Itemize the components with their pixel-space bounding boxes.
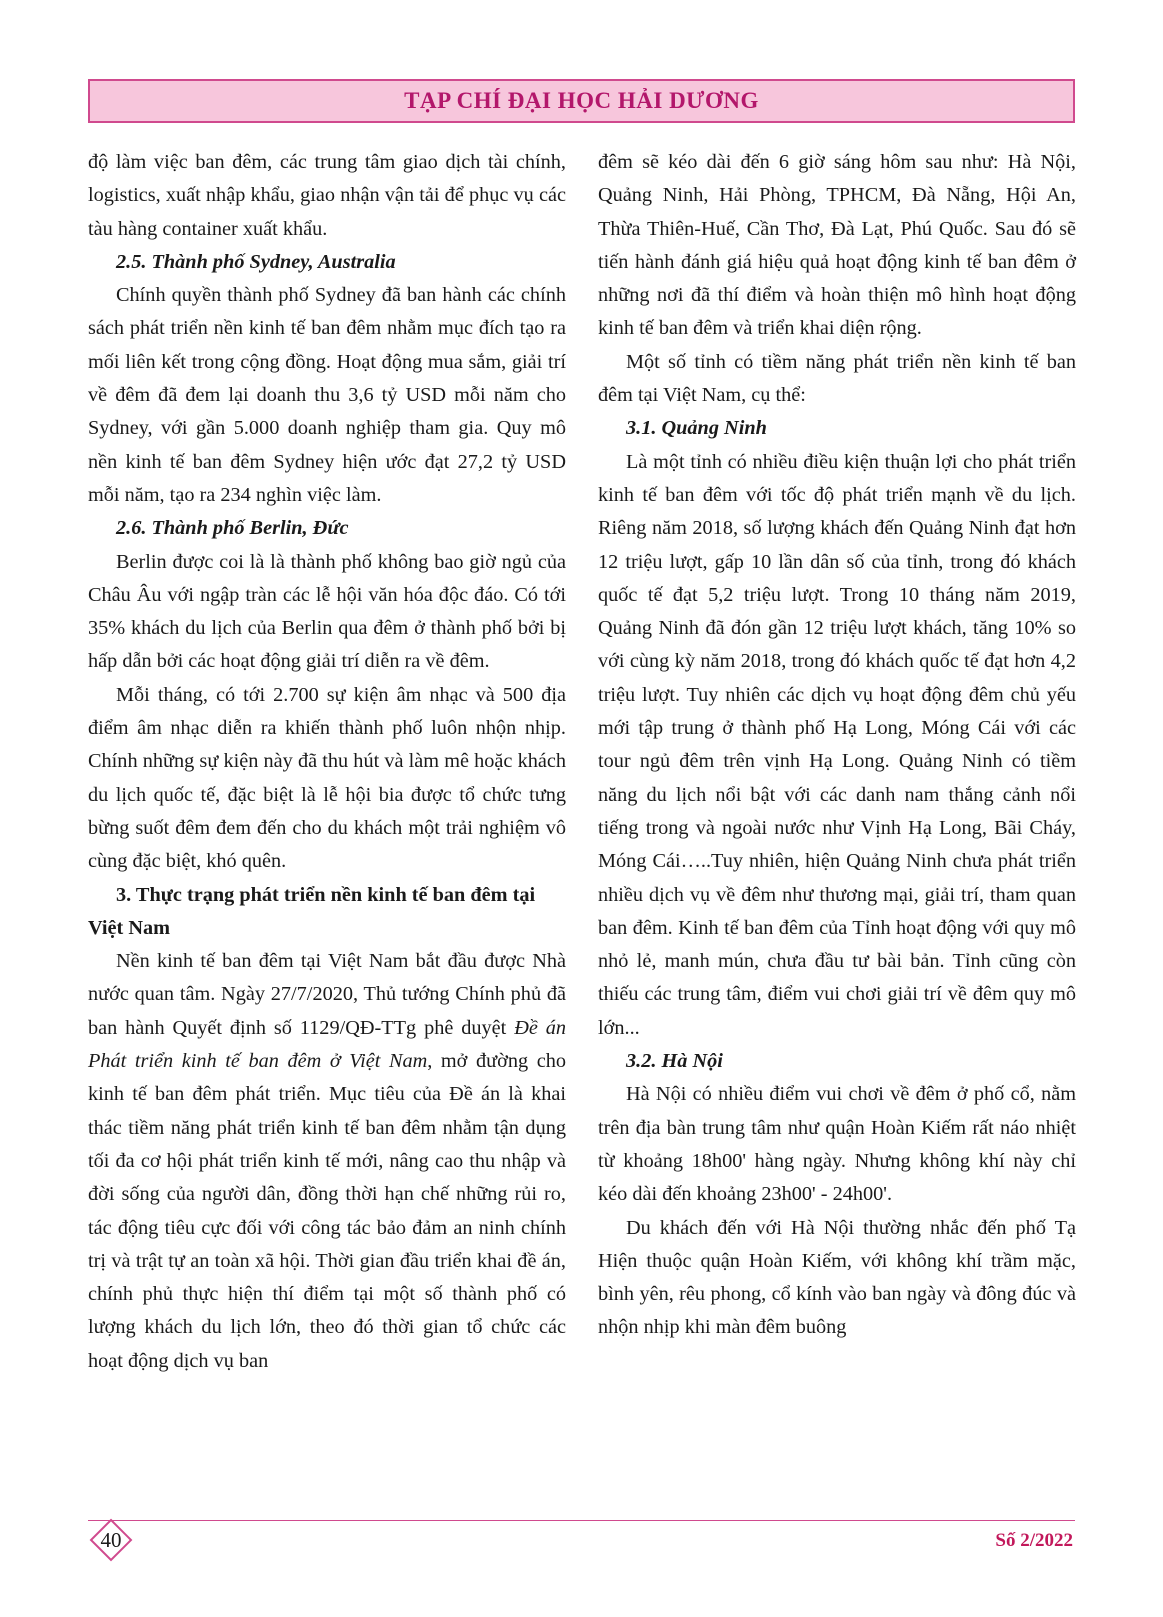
journal-title: TẠP CHÍ ĐẠI HỌC HẢI DƯƠNG (404, 88, 759, 113)
issue-number: Số 2/2022 (995, 1530, 1073, 1551)
paragraph: độ làm việc ban đêm, các trung tâm giao dịch tài chính, logistics, xuất nhập khẩu, giao nhận vận tải để phục vụ các tàu hàng container xuất khẩu. (88, 151, 566, 240)
document-title-italic: Đề án Phát triển kinh tế ban đêm ở Việt Nam (88, 1016, 566, 1073)
paragraph: Mỗi tháng, có tới 2.700 sự kiện âm nhạc và 500 địa điểm âm nhạc diễn ra khiến thành phố luôn nhộn nhịp. Chính những sự kiện này đã thu hút và làm mê hoặc khách du lịch quốc tế, đặc biệt là lễ hội bia được tổ chức tưng bừng suốt đêm đem đến cho du khách một trải nghiệm vô cùng đặc biệt, khó quên. (88, 683, 566, 873)
section-heading-3-1: 3.1. Quảng Ninh (626, 417, 767, 440)
left-column (88, 146, 566, 1378)
paragraph: Chính quyền thành phố Sydney đã ban hành các chính sách phát triển nền kinh tế ban đêm nhằm mục đích tạo ra mối liên kết trong cộng đồng. Hoạt động mua sắm, giải trí về đêm đã đem lại doanh thu 3,6 tỷ USD mỗi năm cho Sydney, với gần 5.000 doanh nghiệp tham gia. Quy mô nền kinh tế ban đêm Sydney hiện ước đạt 27,2 tỷ USD mỗi năm, tạo ra 234 nghìn việc làm. (88, 284, 566, 506)
paragraph: đêm sẽ kéo dài đến 6 giờ sáng hôm sau như: Hà Nội, Quảng Ninh, Hải Phòng, TPHCM, Đà Nẵng, Hội An, Thừa Thiên-Huế, Cần Thơ, Đà Lạt, Phú Quốc. Sau đó sẽ tiến hành đánh giá hiệu quả hoạt động kinh tế ban đêm ở những nơi đã thí điểm và hoàn thiện mô hình hoạt động kinh tế ban đêm và triển khai diện rộng. (598, 151, 1076, 340)
paragraph (88, 945, 566, 1378)
section-heading-2-5: 2.5. Thành phố Sydney, Australia (116, 250, 396, 273)
paragraph: Một số tỉnh có tiềm năng phát triển nền kinh tế ban đêm tại Việt Nam, cụ thể: (598, 350, 1076, 407)
section-heading-3: 3. Thực trạng phát triển nền kinh tế ban đêm tại Việt Nam (88, 883, 536, 939)
right-column (598, 146, 1076, 1345)
paragraph: Là một tỉnh có nhiều điều kiện thuận lợi cho phát triển kinh tế ban đêm với tốc độ phát triển mạnh về du lịch. Riêng năm 2018, số lượng khách đến Quảng Ninh đạt hơn 12 triệu lượt, gấp 10 lần dân số của tỉnh, trong đó khách quốc tế đạt 5,2 triệu lượt. Trong 10 tháng năm 2019, Quảng Ninh đã đón gần 12 triệu lượt khách, tăng 10% so với cùng kỳ năm 2018, trong đó khách quốc tế đạt hơn 4,2 triệu lượt. Tuy nhiên các dịch vụ hoạt động đêm chủ yếu mới tập trung ở thành phố Hạ Long, Móng Cái với các tour ngủ đêm trên vịnh Hạ Long. Quảng Ninh có tiềm năng du lịch nổi bật với các danh nam thắng cảnh nổi tiếng trong và ngoài nước như Vịnh Hạ Long, Bãi Cháy, Móng Cái…..Tuy nhiên, hiện Quảng Ninh chưa phát triển nhiều dịch vụ về đêm như thương mại, giải trí, tham quan ban đêm. Kinh tế ban đêm của Tỉnh hoạt động với quy mô nhỏ lẻ, manh mún, chưa đầu tư bài bản. Tỉnh cũng còn thiếu các trung tâm, điểm vui chơi giải trí về đêm quy mô lớn... (598, 450, 1076, 1039)
paragraph-text: Nền kinh tế ban đêm tại Việt Nam bắt đầu được Nhà nước quan tâm. Ngày 27/7/2020, Thủ tướng Chính phủ đã ban hành Quyết định số 1129/QĐ-TTg phê duyệt (88, 950, 566, 1039)
footer-divider (88, 1520, 1075, 1521)
paragraph: Hà Nội có nhiều điểm vui chơi về đêm ở phố cổ, nằm trên địa bàn trung tâm như quận Hoàn Kiếm rất náo nhiệt từ khoảng 18h00' hàng ngày. Nhưng không khí này chỉ kéo dài đến khoảng 23h00' - 24h00'. (598, 1083, 1076, 1206)
paragraph: Berlin được coi là là thành phố không bao giờ ngủ của Châu Âu với ngập tràn các lễ hội văn hóa độc đáo. Có tới 35% khách du lịch của Berlin qua đêm ở thành phố bởi bị hấp dẫn bởi các hoạt động giải trí diễn ra về đêm. (88, 550, 566, 673)
page-number-badge (89, 1518, 133, 1562)
journal-header (88, 79, 1075, 123)
section-heading-2-6: 2.6. Thành phố Berlin, Đức (116, 517, 349, 540)
page-number: 40 (100, 1527, 122, 1552)
section-heading-3-2: 3.2. Hà Nội (626, 1050, 723, 1073)
paragraph: Du khách đến với Hà Nội thường nhắc đến phố Tạ Hiện thuộc quận Hoàn Kiếm, với không khí trầm mặc, bình yên, rêu phong, cổ kính vào ban ngày và đông đúc và nhộn nhịp khi màn đêm buông (598, 1216, 1076, 1339)
paragraph-text: , mở đường cho kinh tế ban đêm phát triển. Mục tiêu của Đề án là khai thác tiềm năng phát triển kinh tế ban đêm nhằm tận dụng tối đa cơ hội phát triển kinh tế mới, nâng cao thu nhập và đời sống của người dân, đồng thời hạn chế những rủi ro, tác động tiêu cực đối với công tác bảo đảm an ninh chính trị và trật tự an toàn xã hội. Thời gian đầu triển khai đề án, chính phủ thực hiện thí điểm tại một số thành phố có lượng khách du lịch lớn, theo đó thời gian tổ chức các hoạt động dịch vụ ban (88, 1050, 566, 1372)
